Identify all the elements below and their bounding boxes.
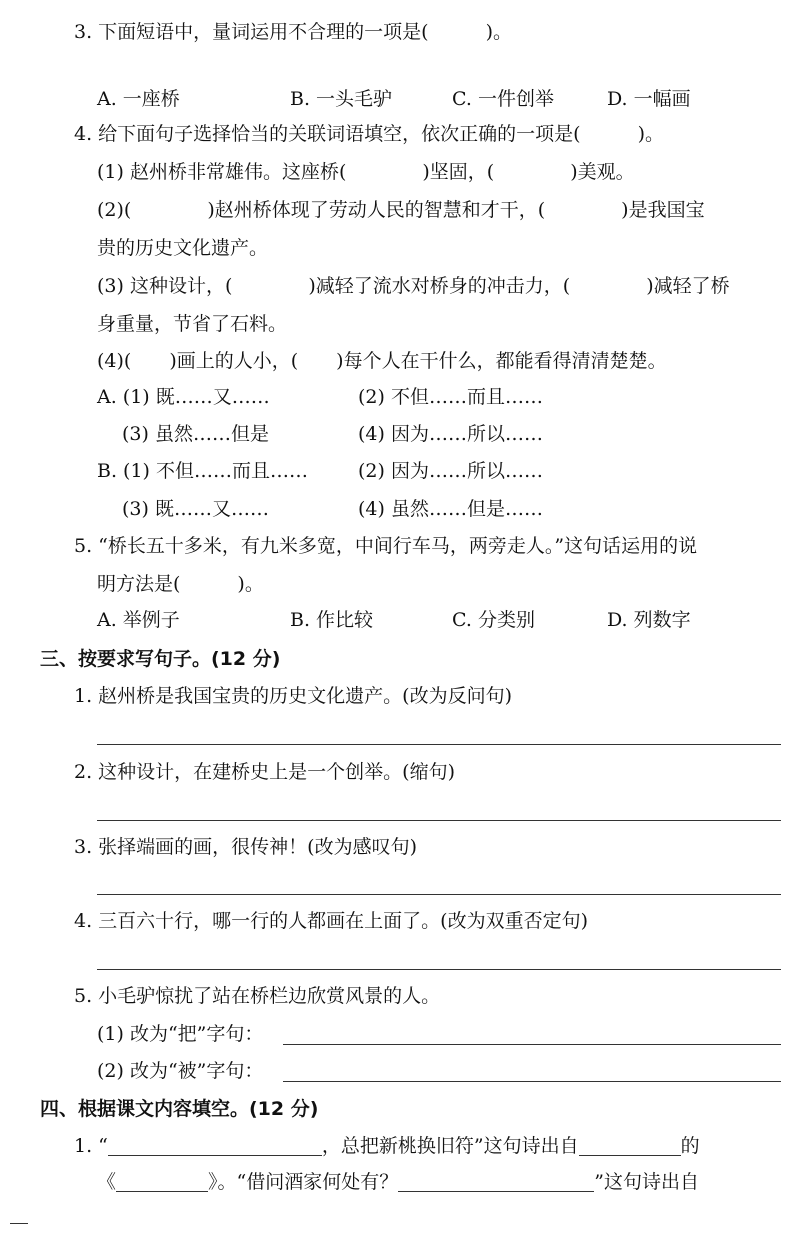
sec3-q2: 2. 这种设计，在建桥史上是一个创举。(缩句) <box>74 761 455 783</box>
q3-option-d[interactable]: D. 一幅画 <box>607 88 691 110</box>
sec3-q5-2-label: (2) 改为“被”字句： <box>97 1060 264 1082</box>
q3-option-c[interactable]: C. 一件创举 <box>452 88 554 110</box>
q4-option-a2: (2) 不但……而且…… <box>358 386 543 408</box>
sec4-l1-end: 的 <box>680 1135 700 1157</box>
q4-sentence-4: (4)( )画上的人小，( )每个人在干什么，都能看得清清楚楚。 <box>97 350 667 372</box>
q3-stem: 3. 下面短语中，量词运用不合理的一项是( )。 <box>74 21 512 43</box>
sec3-q5-2-answer-line[interactable] <box>283 1081 781 1082</box>
q4-sentence-3a: (3) 这种设计，( )减轻了流水对桥身的冲击力，( )减轻了桥 <box>97 275 730 297</box>
q4-option-b1[interactable]: B. (1) 不但……而且…… <box>97 460 308 482</box>
q5-stem-a: 5. “桥长五十多米，有九米多宽，中间行车马，两旁走人。”这句话运用的说 <box>74 535 698 557</box>
sec4-blank-3[interactable] <box>116 1173 208 1192</box>
sec4-l1-mid: ，总把新桃换旧符”这句诗出自 <box>321 1135 579 1157</box>
section-4-title: 四、根据课文内容填空。(12 分) <box>40 1098 319 1120</box>
page-corner-mark <box>10 1223 28 1224</box>
sec3-q4: 4. 三百六十行，哪一行的人都画在上面了。(改为双重否定句) <box>74 910 588 932</box>
sec3-q1-answer-line[interactable] <box>97 744 781 745</box>
sec4-line-1 <box>74 1134 700 1158</box>
sec4-blank-1[interactable] <box>108 1137 322 1156</box>
q4-option-b3: (3) 既……又…… <box>122 498 269 520</box>
q5-option-b[interactable]: B. 作比较 <box>290 609 374 631</box>
q4-option-a4: (4) 因为……所以…… <box>358 423 543 445</box>
sec3-q3: 3. 张择端画的画，很传神！(改为感叹句) <box>74 836 417 858</box>
sec4-l1-prefix: 1. “ <box>74 1135 108 1157</box>
q4-sentence-2a: (2)( )赵州桥体现了劳动人民的智慧和才干，( )是我国宝 <box>97 199 705 221</box>
q4-sentence-3b: 身重量，节省了石料。 <box>97 313 288 335</box>
q4-option-a3: (3) 虽然……但是 <box>122 423 269 445</box>
sec3-q5-1-answer-line[interactable] <box>283 1044 781 1045</box>
sec4-l2-end: ”这句诗出自 <box>594 1171 699 1193</box>
sec4-blank-4[interactable] <box>398 1173 594 1192</box>
q4-option-b4: (4) 虽然……但是…… <box>358 498 543 520</box>
sec4-l2-mid: 》。“借问酒家何处有？ <box>208 1171 399 1193</box>
sec3-q1: 1. 赵州桥是我国宝贵的历史文化遗产。(改为反问句) <box>74 685 512 707</box>
q3-option-b[interactable]: B. 一头毛驴 <box>290 88 393 110</box>
q4-sentence-2b: 贵的历史文化遗产。 <box>97 237 269 259</box>
q5-option-c[interactable]: C. 分类别 <box>452 609 535 631</box>
q4-option-b2: (2) 因为……所以…… <box>358 460 543 482</box>
sec3-q2-answer-line[interactable] <box>97 820 781 821</box>
sec4-line-2 <box>97 1170 699 1194</box>
q5-option-a[interactable]: A. 举例子 <box>97 609 180 631</box>
q4-stem: 4. 给下面句子选择恰当的关联词语填空，依次正确的一项是( )。 <box>74 123 664 145</box>
sec3-q5: 5. 小毛驴惊扰了站在桥栏边欣赏风景的人。 <box>74 985 441 1007</box>
sec4-blank-2[interactable] <box>579 1137 681 1156</box>
q4-sentence-1: (1) 赵州桥非常雄伟。这座桥( )坚固，( )美观。 <box>97 161 635 183</box>
q4-option-a1[interactable]: A. (1) 既……又…… <box>97 386 270 408</box>
q5-stem-b: 明方法是( )。 <box>97 573 264 595</box>
section-3-title: 三、按要求写句子。(12 分) <box>40 648 281 670</box>
sec3-q5-1-label: (1) 改为“把”字句： <box>97 1023 264 1045</box>
q5-option-d[interactable]: D. 列数字 <box>607 609 691 631</box>
sec4-l2-open: 《 <box>97 1171 117 1193</box>
q3-option-a[interactable]: A. 一座桥 <box>97 88 180 110</box>
sec3-q3-answer-line[interactable] <box>97 894 781 895</box>
sec3-q4-answer-line[interactable] <box>97 969 781 970</box>
